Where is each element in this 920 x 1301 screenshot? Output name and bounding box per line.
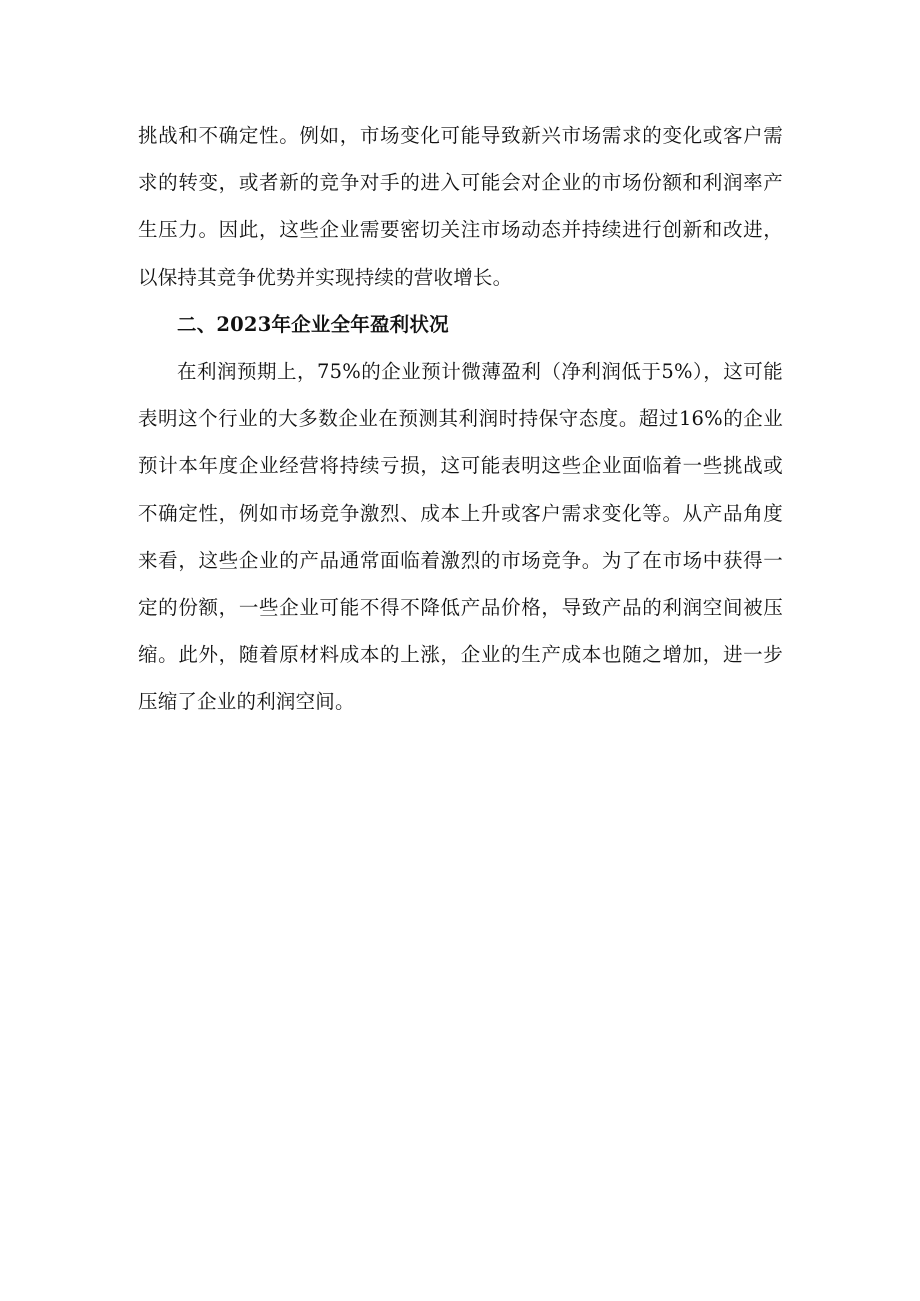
document-page <box>138 112 783 726</box>
paragraph-continuation: 挑战和不确定性。例如，市场变化可能导致新兴市场需求的变化或客户需求的转变，或者新的竞争对手的进入可能会对企业的市场份额和利润率产生压力。因此，这些企业需要密切关注市场动态并持续进行创新和改进，以保持其竞争优势并实现持续的营收增长。 <box>138 124 783 289</box>
section-heading: 二、2023年企业全年盈利状况 <box>177 312 449 336</box>
paragraph-profit-outlook: 在利润预期上，75%的企业预计微薄盈利（净利润低于5%），这可能表明这个行业的大多数企业在预测其利润时持保守态度。超过16%的企业预计本年度企业经营将持续亏损，这可能表明这些企业面临着一些挑战或不确定性，例如市场竞争激烈、成本上升或客户需求变化等。从产品角度来看，这些企业的产品通常面临着激烈的市场竞争。为了在市场中获得一定的份额，一些企业可能不得不降低产品价格，导致产品的利润空间被压缩。此外，随着原材料成本的上涨，企业的生产成本也随之增加，进一步压缩了企业的利润空间。 <box>138 360 783 714</box>
